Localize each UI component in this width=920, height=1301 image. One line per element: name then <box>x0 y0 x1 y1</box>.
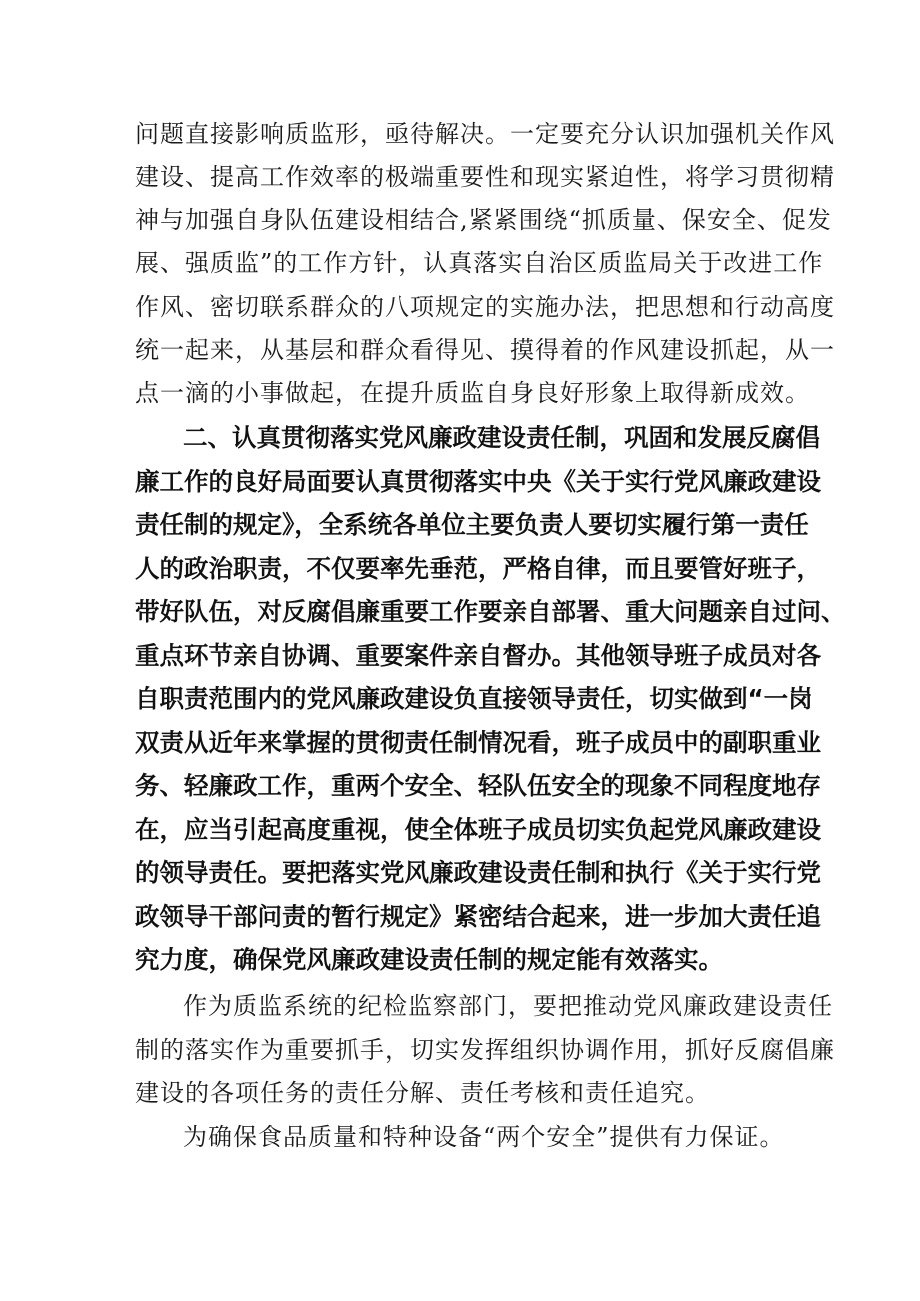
paragraph-line: 带好队伍，对反腐倡廉重要工作要亲自部署、重大问题亲自过问、 <box>135 597 846 626</box>
paragraph-line: 建设、提高工作效率的极端重要性和现实紧迫性，将学习贯彻精 <box>135 163 835 191</box>
paragraph-line: 点一滴的小事做起，在提升质监自身良好形象上取得新成效。 <box>135 379 810 407</box>
paragraph-line: 人的政治职责，不仅要率先垂范，严格自律，而且要管好班子， <box>135 554 821 583</box>
paragraph-line: 为确保食品质量和特种设备“两个安全”提供有力保证。 <box>183 1123 785 1151</box>
paragraph-line: 展、强质监”的工作方针，认真落实自治区质监局关于改进工作 <box>135 249 824 277</box>
paragraph-line: 双责从近年来掌握的贯彻责任制情况看，班子成员中的副职重业 <box>135 728 821 757</box>
paragraph-line: 统一起来，从基层和群众看得见、摸得着的作风建设抓起，从一 <box>135 336 835 364</box>
paragraph-line: 建设的各项任务的责任分解、责任考核和责任追究。 <box>135 1079 710 1107</box>
paragraph-line: 制的落实作为重要抓手，切实发挥组织协调作用，抓好反腐倡廉 <box>135 1036 835 1064</box>
paragraph-line: 作风、密切联系群众的八项规定的实施办法，把思想和行动高度 <box>135 293 835 321</box>
paragraph-line: 责任制的规定》，全系统各单位主要负责人要切实履行第一责任 <box>135 510 809 539</box>
paragraph-line: 问题直接影响质监形，亟待解决。一定要充分认识加强机关作风 <box>135 120 835 148</box>
paragraph-line: 作为质监系统的纪检监察部门，要把推动党风廉政建设责任 <box>183 992 833 1020</box>
paragraph-line: 在，应当引起高度重视，使全体班子成员切实负起党风廉政建设 <box>135 815 821 844</box>
paragraph-line: 重点环节亲自协调、重要案件亲自督办。其他领导班子成员对各 <box>135 641 821 670</box>
paragraph-line: 二、认真贯彻落实党风廉政建设责任制，巩固和发展反腐倡 <box>183 423 820 452</box>
paragraph-line: 务、轻廉政工作，重两个安全、轻队伍安全的现象不同程度地存 <box>135 771 821 800</box>
paragraph-line: 自职责范围内的党风廉政建设负直接领导责任，切实做到“一岗 <box>135 684 813 713</box>
paragraph-line: 的领导责任。要把落实党风廉政建设责任制和执行《关于实行党 <box>135 858 821 887</box>
paragraph-line: 政领导干部问责的暂行规定》紧密结合起来，进一步加大责任追 <box>135 902 821 931</box>
paragraph-line: 究力度，确保党风廉政建设责任制的规定能有效落实。 <box>135 945 723 974</box>
paragraph-line: 廉工作的良好局面要认真贯彻落实中央《关于实行党风廉政建设 <box>135 467 821 496</box>
paragraph-line: 神与加强自身队伍建设相结合,紧紧围绕“抓质量、保安全、促发 <box>135 206 832 234</box>
